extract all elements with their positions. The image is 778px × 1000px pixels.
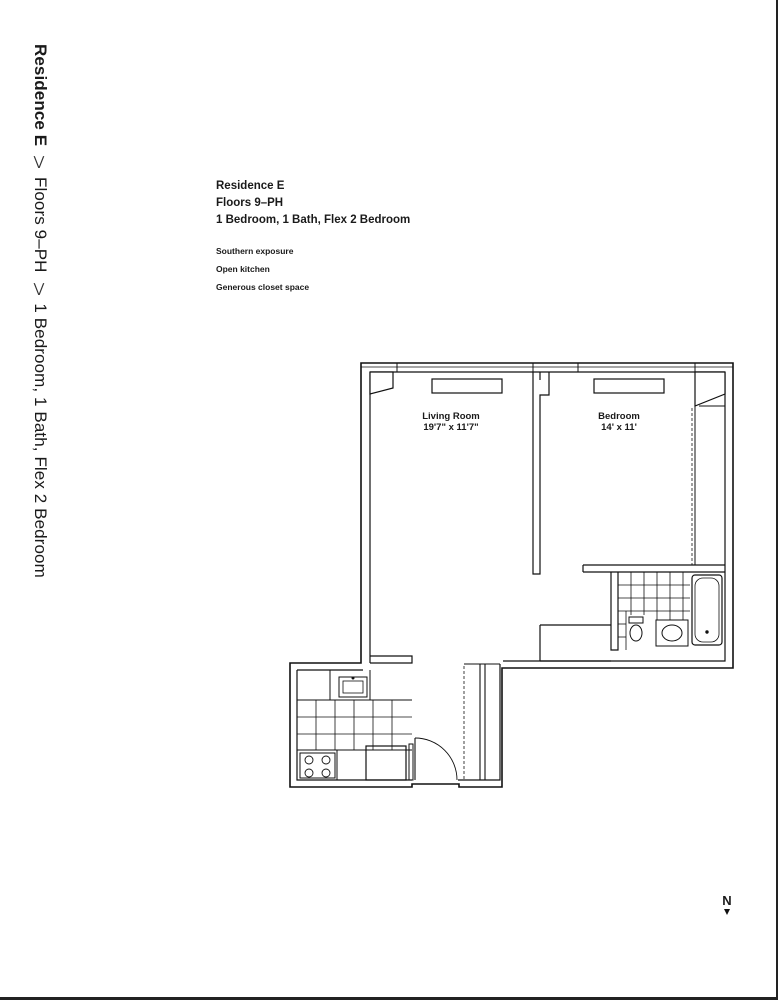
- corner-column-left: [370, 372, 393, 394]
- kitchen-tile-grid: [297, 700, 412, 750]
- burner-1: [305, 756, 313, 764]
- burner-2: [322, 756, 330, 764]
- exterior-wall-outer: [290, 363, 733, 787]
- bedroom-closet: [695, 406, 725, 565]
- living-room-label: [405, 411, 497, 433]
- flex-wall: [540, 625, 611, 661]
- kitchen-partition: [370, 656, 412, 663]
- north-indicator: [718, 894, 736, 915]
- north-arrow-icon: [724, 909, 730, 915]
- entry-door-swing: [415, 738, 457, 780]
- bath-top-wall: [583, 565, 725, 572]
- header-residence: Residence E: [216, 180, 285, 192]
- bath-sink: [662, 625, 682, 641]
- partition-wall-bedroom: [533, 372, 549, 574]
- bath-wall-left: [611, 572, 618, 650]
- feature-item: Southern exposure: [216, 246, 294, 256]
- kitchen-sink-basin: [343, 681, 363, 693]
- feature-item: Open kitchen: [216, 264, 270, 274]
- tub-drain: [706, 631, 708, 633]
- chevron-v-icon: ⋁: [33, 153, 45, 169]
- header-floors: Floors 9–PH: [216, 197, 284, 209]
- living-room-dims: 19'7" x 11'7": [423, 422, 479, 433]
- feature-item: Generous closet space: [216, 282, 310, 292]
- toilet-tank: [629, 617, 643, 623]
- kitchen-counter-bottom: [297, 750, 412, 780]
- bath-vanity: [656, 620, 688, 646]
- corner-column-right: [695, 372, 725, 406]
- side-title-layout: 1 Bedroom, 1 Bath, Flex 2 Bedroom: [31, 303, 50, 578]
- chevron-v-icon: ⋁: [33, 279, 45, 295]
- refrigerator-door: [409, 744, 413, 780]
- kitchen-counter-top: [297, 670, 412, 700]
- north-label: N: [722, 893, 732, 908]
- toilet-bowl: [630, 625, 642, 641]
- refrigerator: [366, 746, 406, 780]
- header-layout: 1 Bedroom, 1 Bath, Flex 2 Bedroom: [216, 214, 411, 226]
- bedroom-dims: 14' x 11': [601, 422, 637, 433]
- sink-drain: [352, 677, 354, 679]
- bath-tub: [692, 575, 722, 645]
- burner-3: [305, 769, 313, 777]
- side-title-residence: Residence E: [31, 44, 50, 147]
- window-mullions: [397, 363, 695, 372]
- burner-4: [322, 769, 330, 777]
- entry-closet: [464, 664, 500, 780]
- bedroom-label: [574, 411, 664, 433]
- hvac-bedroom: [594, 379, 664, 393]
- bedroom-name: Bedroom: [598, 411, 640, 422]
- side-title-floors: Floors 9–PH: [31, 176, 50, 273]
- hvac-living: [432, 379, 502, 393]
- living-room-name: Living Room: [422, 411, 480, 422]
